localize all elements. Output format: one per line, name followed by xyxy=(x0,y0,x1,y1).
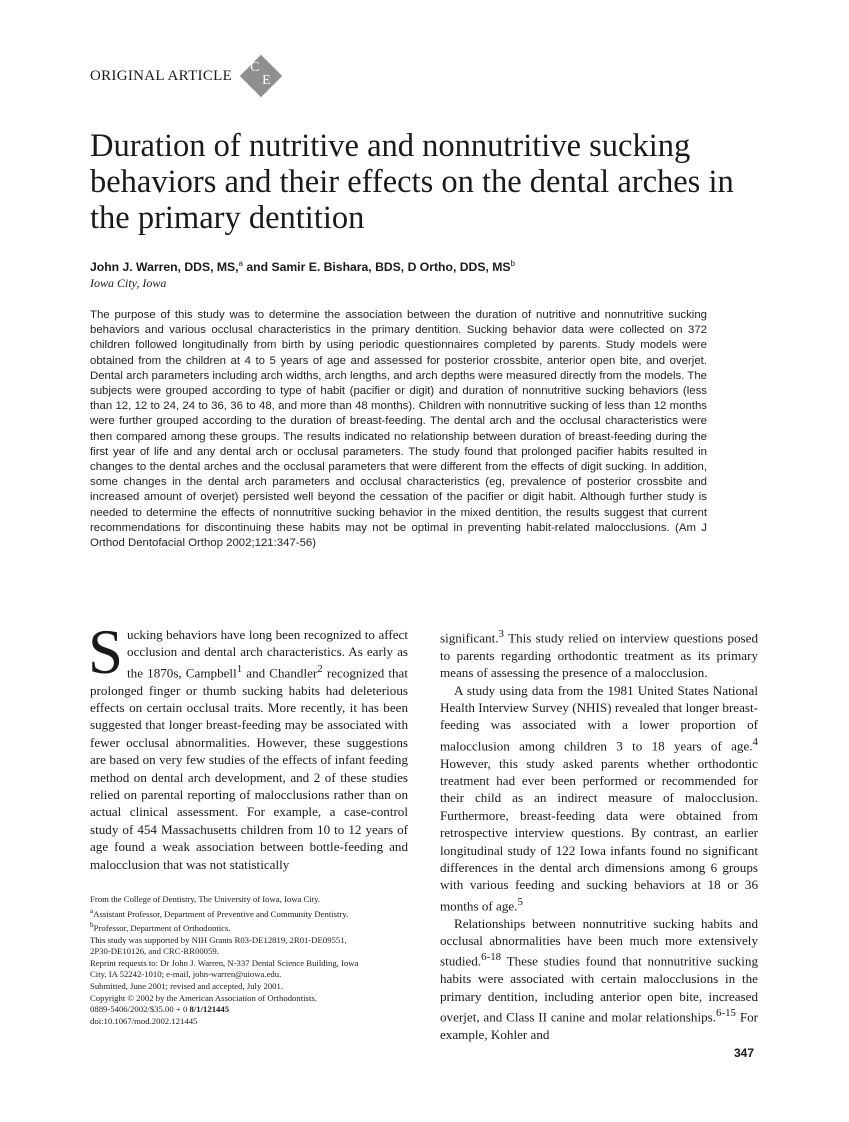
citation: 1 xyxy=(236,662,243,675)
paragraph-text: Relationships between nonnutritive sucking habits and occlusal abnormalities have been much more extensively studied. xyxy=(440,915,758,969)
badge-diamond xyxy=(240,55,282,97)
footnote-text: Assistant Professor, Department of Preventive and Community Dentistry. xyxy=(93,908,349,919)
author-line xyxy=(90,259,515,274)
article-title: Duration of nutritive and nonnutritive sucking behaviors and their effects on the dental arches in the primary dentition xyxy=(90,128,734,236)
footnote-marker: a xyxy=(90,906,94,915)
paragraph-text: ucking behaviors have long been recognized to affect occlusion and dental arch characteristics. As early as the 1870s, Campbell xyxy=(127,627,408,681)
citation: 6-15 xyxy=(716,1006,737,1019)
footnote-text: 0889-5406/2002/$35.00 + 0 xyxy=(90,1004,190,1015)
paragraph-text: and Chandler xyxy=(242,665,318,681)
ce-badge-icon xyxy=(238,53,284,99)
paragraph-text: significant. xyxy=(440,630,499,646)
paragraph-text: For example, Kohler and xyxy=(440,1009,759,1042)
footnotes xyxy=(90,894,408,1027)
body-column-right xyxy=(440,626,758,1043)
footnote-line: Copyright © 2002 by the American Association of Orthodontists. xyxy=(90,992,317,1003)
footnote-line: This study was supported by NIH Grants R03-DE12819, 2R01-DE09551, xyxy=(90,934,347,945)
footnote-line: 2P30-DE10126, and CRC-RR00059. xyxy=(90,946,219,957)
author-2-affiliation: b xyxy=(510,259,515,268)
footnote-line: From the College of Dentistry, The University of Iowa, Iowa City. xyxy=(90,894,321,904)
footnote-line xyxy=(90,920,408,934)
paragraph-text: These studies found that nonnutritive sucking habits were associated with certain malocclusions in the primary dentition, including anterior open bite, increased overjet, and Class II canine and molar relationships. xyxy=(440,953,758,1025)
paragraph-text: recognized that prolonged finger or thumb sucking habits had deleterious effects on certain occlusal traits. More recently, it has been suggested that longer breast-feeding may be associated with fewer occlusal abnormalities. However, these suggestions are based on very few studies of the effects of infant feeding method on dental arch development, and 2 of these studies relied on parental reporting of malocclusions rather than on actual clinical assessment. For example, a case-control study of 454 Massachusetts children from 10 to 12 years of age found a weak association between bottle-feeding and malocclusion that was not statistically xyxy=(90,665,408,872)
footnote-line: doi:10.1067/mod.2002.121445 xyxy=(90,1015,198,1026)
paragraph-text: A study using data from the 1981 United States National Health Interview Survey (NHIS) revealed that longer breast-feeding was associated with a lower proportion of malocclusion among children 3 to 18 years of age. xyxy=(440,682,758,754)
badge-letter-e: E xyxy=(262,73,271,88)
body-paragraph xyxy=(440,626,758,682)
drop-cap: S xyxy=(88,617,124,687)
citation: 3 xyxy=(498,628,504,640)
author-1-affiliation: a xyxy=(238,259,243,268)
author-connector: and xyxy=(242,260,272,275)
author-location: Iowa City, Iowa xyxy=(90,276,167,290)
citation: 4 xyxy=(752,735,758,748)
citation: 2 xyxy=(317,662,323,675)
footnote-line: City, IA 52242-1010; e-mail, john-warren@uiowa.edu. xyxy=(90,969,282,980)
author-2: Samir E. Bishara, BDS, D Ortho, DDS, MS xyxy=(271,260,511,275)
footnote-code: 8/1/121445 xyxy=(189,1004,230,1015)
footnote-line: Reprint requests to: Dr John J. Warren, N-337 Dental Science Building, Iowa xyxy=(90,957,359,968)
body-paragraph xyxy=(440,915,758,1044)
citation: 6-18 xyxy=(481,951,502,964)
footnote-text: Professor, Department of Orthodontics. xyxy=(93,922,231,933)
footnote-line: Submitted, June 2001; revised and accepted, July 2001. xyxy=(90,980,284,991)
page-number: 347 xyxy=(734,1046,755,1060)
body-paragraph xyxy=(88,617,408,873)
paragraph-text: This study relied on interview questions posed to parents regarding orthodontic treatment as its primary means of assessing the presence of a malocclusion. xyxy=(440,630,758,681)
badge-letter-c: C xyxy=(250,60,260,75)
paragraph-text: However, this study asked parents whether orthodontic treatment had ever been performed or recommended for their child as an indirect measure of malocclusion. Furthermore, breast-feeding data were obtained from retrospective interview questions. By contrast, an earlier longitudinal study of 122 Iowa infants found no significant differences in the dental arch dimensions among 6 groups with various feeding and sucking behaviors at 18 or 36 months of age. xyxy=(440,755,758,914)
author-1: John J. Warren, DDS, MS, xyxy=(90,260,239,275)
article-header xyxy=(90,56,284,96)
section-label: ORIGINAL ARTICLE xyxy=(90,67,233,84)
body-column-left xyxy=(88,617,408,873)
footnote-marker: b xyxy=(90,921,94,930)
citation: 5 xyxy=(517,895,523,908)
body-paragraph xyxy=(440,682,758,915)
footnote-line xyxy=(90,1004,408,1016)
footnote-line xyxy=(90,906,408,920)
abstract: The purpose of this study was to determine the association between the duration of nutritive and nonnutritive sucking behaviors and various occlusal characteristics in the primary dentition. Sucking behavior data were collected on 372 children followed longitudinally from birth by using periodic questionnaires completed by parents. Study models were obtained from the children at 4 to 5 years of age and assessed for posterior crossbite, anterior open bite, and overjet. Dental arch parameters including arch widths, arch lengths, and arch depths were measured directly from the models. The subjects were grouped according to type of habit (pacifier or digit) and duration of nonnutritive sucking behaviors (less than 12, 12 to 24, 24 to 36, 36 to 48, and more than 48 months). Children with nonnutritive sucking of less than 12 months were further grouped according to the duration of breast-feeding. The dental arch and the occlusal characteristics were then compared among these groups. The results indicated no relationship between duration of breast-feeding during the first year of life and any dental arch or occlusal parameters. The study found that prolonged pacifier habits resulted in changes to the dental arches and the occlusal parameters that were different from the effects of digit sucking. In addition, some changes in the dental arch parameters and occlusal characteristics (eg, prevalence of posterior crossbite and increased amount of overjet) persisted well beyond the cessation of the pacifier or digit habit. Although further study is needed to determine the effects of nonnutritive sucking behavior in the mixed dentition, the results suggest that current recommendations for discontinuing these habits may not be optimal in preventing habit-related malocclusions. (Am J Orthod Dentofacial Orthop 2002;121:347-56) xyxy=(90,309,707,550)
